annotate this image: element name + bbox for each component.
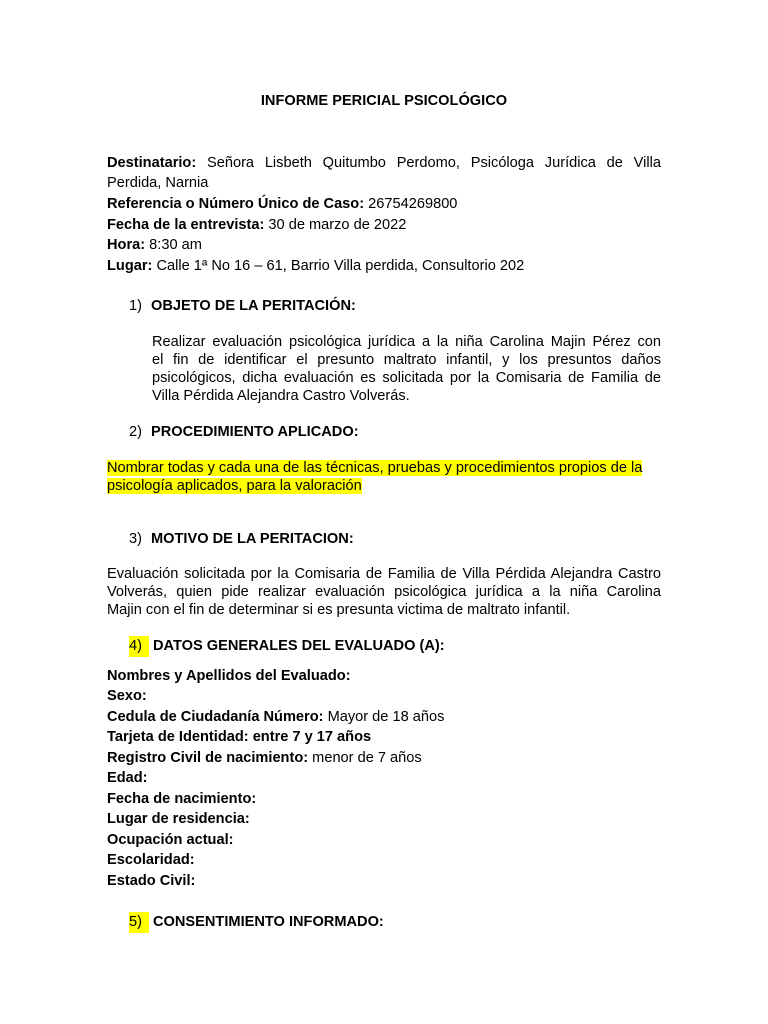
- field-label: Edad:: [107, 770, 148, 786]
- section-4-heading: [129, 636, 445, 657]
- lugar-value: Calle 1ª No 16 – 61, Barrio Villa perdida, Consultorio 202: [156, 258, 525, 274]
- document-title: INFORME PERICIAL PSICOLÓGICO: [260, 93, 508, 109]
- section-2-line: [107, 476, 661, 497]
- section-3-line: Volverás, quien pide realizar evaluación psicológica jurídica a la niña Carolina: [107, 584, 661, 600]
- referencia-value: 26754269800: [368, 196, 458, 212]
- field-label: Fecha de nacimiento:: [107, 791, 257, 807]
- referencia-label: Referencia o Número Único de Caso:: [107, 196, 365, 212]
- referencia-line: [107, 194, 661, 215]
- field-row: [107, 768, 661, 789]
- lugar-line: [107, 256, 661, 277]
- field-label: Cedula de Ciudadanía Número:: [107, 709, 324, 725]
- field-row: [107, 727, 661, 748]
- fecha-line: [107, 215, 661, 236]
- field-label: Tarjeta de Identidad: entre 7 y 17 años: [107, 729, 372, 745]
- section-3-title: MOTIVO DE LA PERITACION:: [151, 531, 354, 547]
- field-row: [107, 850, 661, 871]
- section-1-line: el fin de identificar el presunto maltrato infantil, y los presuntos daños: [152, 352, 661, 368]
- section-1-title: OBJETO DE LA PERITACIÓN:: [151, 298, 356, 314]
- highlighted-text: Nombrar todas y cada una de las técnicas, pruebas y procedimientos propios de la: [107, 460, 643, 476]
- section-1-line: Villa Pérdida Alejandra Castro Volverás.: [152, 388, 410, 404]
- highlighted-text: psicología aplicados, para la valoración: [107, 478, 362, 494]
- fecha-value: 30 de marzo de 2022: [268, 217, 407, 233]
- field-label: Estado Civil:: [107, 873, 196, 889]
- field-row: [107, 809, 661, 830]
- field-row: [107, 707, 661, 728]
- section-4-number: 4): [129, 636, 149, 657]
- field-row: [107, 789, 661, 810]
- fecha-label: Fecha de la entrevista:: [107, 217, 265, 233]
- section-1-line: psicológicos, dicha evaluación es solicitada por la Comisaria de Familia de: [152, 370, 661, 386]
- field-label: Nombres y Apellidos del Evaluado:: [107, 668, 351, 684]
- field-label: Lugar de residencia:: [107, 811, 250, 827]
- field-label: Escolaridad:: [107, 852, 195, 868]
- hora-value: 8:30 am: [149, 237, 202, 253]
- field-row: [107, 686, 661, 707]
- field-value: Mayor de 18 años: [327, 709, 445, 725]
- section-1-line: Realizar evaluación psicológica jurídica a la niña Carolina Majin Pérez con: [152, 334, 661, 350]
- section-2-heading: [129, 422, 359, 443]
- section-5-title: CONSENTIMIENTO INFORMADO:: [153, 914, 384, 930]
- destinatario-value: Señora Lisbeth Quitumbo Perdomo, Psicóloga Jurídica de Villa: [206, 155, 661, 171]
- section-3-line: Evaluación solicitada por la Comisaria de Familia de Villa Pérdida Alejandra Castro: [107, 566, 661, 582]
- destinatario-line-2: Perdida, Narnia: [107, 175, 209, 191]
- field-row: [107, 748, 661, 769]
- section-3-line: Majin con el fin de determinar si es presunta victima de maltrato infantil.: [107, 602, 571, 618]
- section-3-number: 3): [129, 531, 142, 547]
- field-value: menor de 7 años: [312, 750, 422, 766]
- hora-line: [107, 235, 661, 256]
- section-5-heading: [129, 912, 384, 933]
- section-4-title: DATOS GENERALES DEL EVALUADO (A):: [153, 638, 445, 654]
- section-5-number: 5): [129, 912, 149, 933]
- field-row: [107, 830, 661, 851]
- field-row: [107, 666, 661, 687]
- section-2-title: PROCEDIMIENTO APLICADO:: [151, 424, 359, 440]
- field-row: [107, 871, 661, 892]
- destinatario-label: Destinatario:: [107, 155, 197, 171]
- section-1-heading: [129, 296, 356, 317]
- hora-label: Hora:: [107, 237, 146, 253]
- section-2-number: 2): [129, 424, 142, 440]
- destinatario-line-1: [107, 153, 661, 174]
- section-3-heading: [129, 529, 354, 550]
- field-label: Sexo:: [107, 688, 147, 704]
- field-label: Ocupación actual:: [107, 832, 234, 848]
- field-label: Registro Civil de nacimiento:: [107, 750, 309, 766]
- lugar-label: Lugar:: [107, 258, 153, 274]
- section-1-number: 1): [129, 298, 142, 314]
